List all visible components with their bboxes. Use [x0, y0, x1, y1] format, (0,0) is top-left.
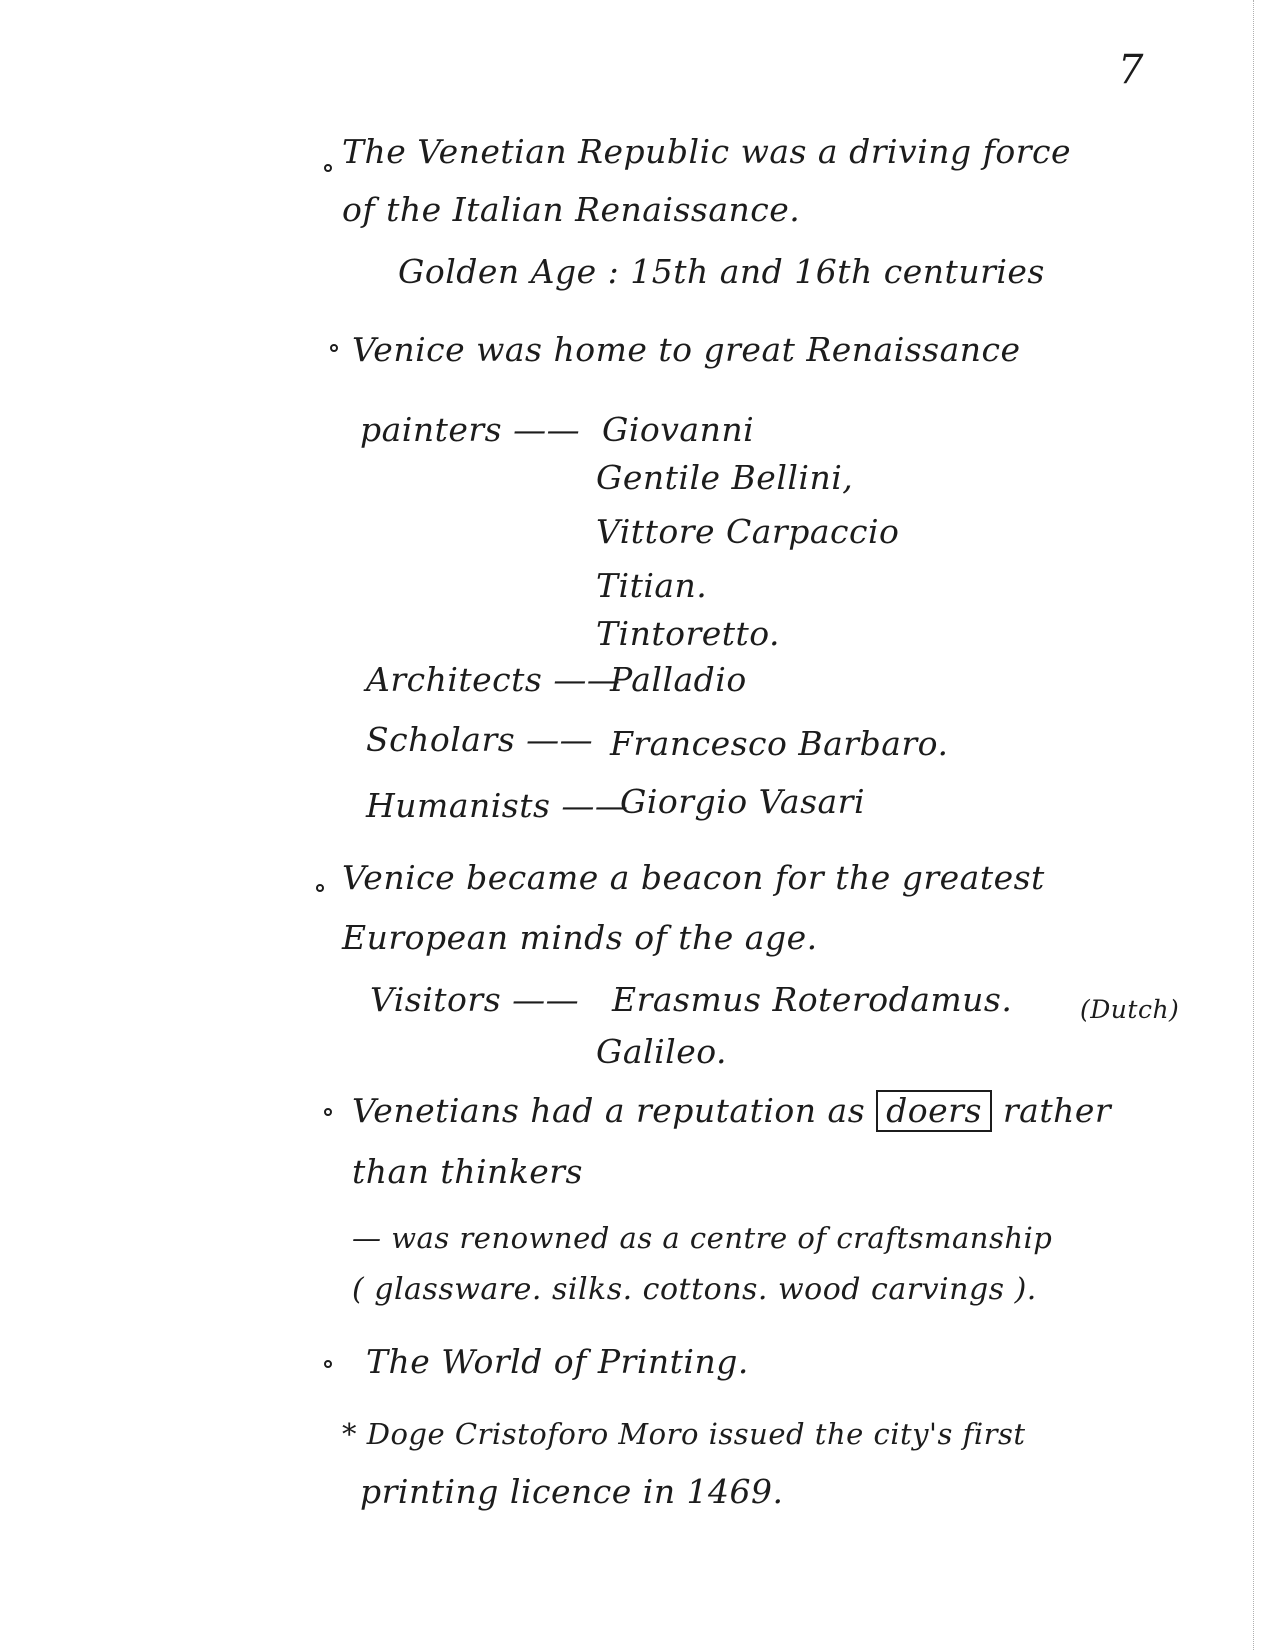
note-line: ( glassware. silks. cottons. wood carvings ). — [352, 1272, 1037, 1307]
note-line: (Dutch) — [1080, 995, 1180, 1024]
scan-edge-divider — [1253, 0, 1256, 1650]
note-line: Humanists —— — [366, 786, 629, 825]
note-line: painters —— — [360, 410, 581, 449]
note-line: of the Italian Renaissance. — [342, 190, 801, 229]
page-number: 7 — [1118, 47, 1144, 93]
note-line: Golden Age : 15th and 16th centuries — [398, 252, 1045, 291]
bullet-dot — [324, 1108, 332, 1116]
note-line: The Venetian Republic was a driving force — [342, 132, 1071, 171]
note-line: Erasmus Roterodamus. — [612, 980, 1013, 1019]
note-text: Venetians had a reputation as — [352, 1091, 866, 1130]
note-line: — was renowned as a centre of craftsmanship — [352, 1221, 1053, 1255]
note-line: Tintoretto. — [596, 614, 781, 653]
note-line: Gentile Bellini, — [596, 458, 854, 497]
bullet-dot — [316, 884, 324, 892]
note-line: than thinkers — [352, 1152, 583, 1191]
note-line: Venice was home to great Renaissance — [352, 330, 1021, 369]
bullet-dot — [324, 1360, 332, 1368]
bullet-dot — [330, 344, 338, 352]
note-line: Vittore Carpaccio — [596, 512, 900, 551]
note-line: Architects —— — [366, 660, 621, 699]
note-line: Francesco Barbaro. — [610, 724, 949, 763]
note-line: Venice became a beacon for the greatest — [342, 858, 1045, 897]
note-line: European minds of the age. — [342, 918, 818, 957]
note-line: printing licence in 1469. — [360, 1472, 784, 1511]
note-line: The World of Printing. — [366, 1342, 749, 1381]
note-line: * Doge Cristoforo Moro issued the city's first — [342, 1417, 1026, 1451]
note-line: Giovanni — [602, 410, 755, 449]
note-line: Palladio — [610, 660, 747, 699]
note-text: rather — [1002, 1091, 1112, 1130]
bullet-dot — [324, 164, 332, 172]
note-line: Visitors —— — [370, 980, 580, 1019]
boxed-word: doers — [876, 1090, 992, 1132]
note-line: Giorgio Vasari — [620, 782, 866, 821]
note-line: Titian. — [596, 566, 708, 605]
note-line: Scholars —— — [366, 720, 594, 759]
note-line — [352, 1090, 1111, 1132]
note-line: Galileo. — [596, 1032, 728, 1071]
